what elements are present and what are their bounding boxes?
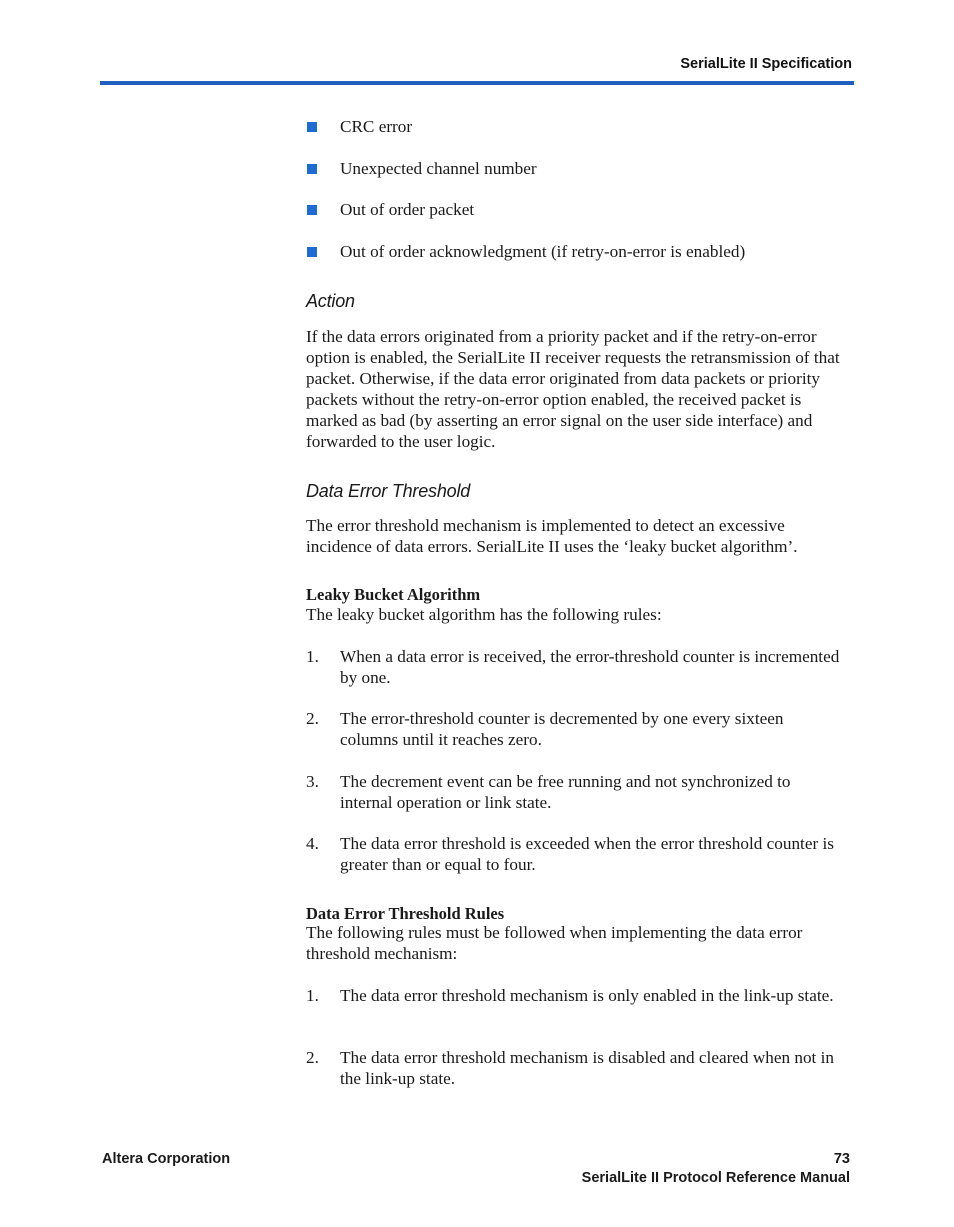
section-heading-threshold: Data Error Threshold	[306, 481, 471, 501]
footer-page-number: 73	[833, 1151, 850, 1167]
running-header: SerialLite II Specification	[680, 56, 852, 72]
header-rule	[100, 81, 854, 85]
leaky-bucket-intro: The leaky bucket algorithm has the following rules:	[306, 605, 662, 624]
square-bullet-icon	[307, 164, 317, 174]
threshold-paragraph: The error threshold mechanism is implemented to detect an excessive incidence of data errors. SerialLite II uses the ‘leaky bucket algorithm’.	[306, 516, 798, 556]
section-heading-action: Action	[306, 291, 355, 311]
threshold-rules-intro: The following rules must be followed when implementing the data error threshold mechanism:	[306, 923, 803, 963]
leaky-bucket-heading: Leaky Bucket Algorithm	[306, 585, 481, 604]
square-bullet-icon	[307, 122, 317, 132]
action-paragraph: If the data errors originated from a priority packet and if the retry-on-error option is enabled, the SerialLite II receiver requests the retransmission of that packet. Otherwise, if the data error originated from data packets or priority packets without the retry-on-error option enabled, the received packet is marked as bad (by asserting an error signal on the user side interface) and forwarded to the user logic.	[306, 327, 840, 451]
footer-manual-title: SerialLite II Protocol Reference Manual	[581, 1170, 850, 1186]
footer-company: Altera Corporation	[102, 1151, 231, 1167]
square-bullet-icon	[307, 205, 317, 215]
square-bullet-icon	[307, 247, 317, 257]
threshold-rules-heading: Data Error Threshold Rules	[306, 904, 505, 923]
